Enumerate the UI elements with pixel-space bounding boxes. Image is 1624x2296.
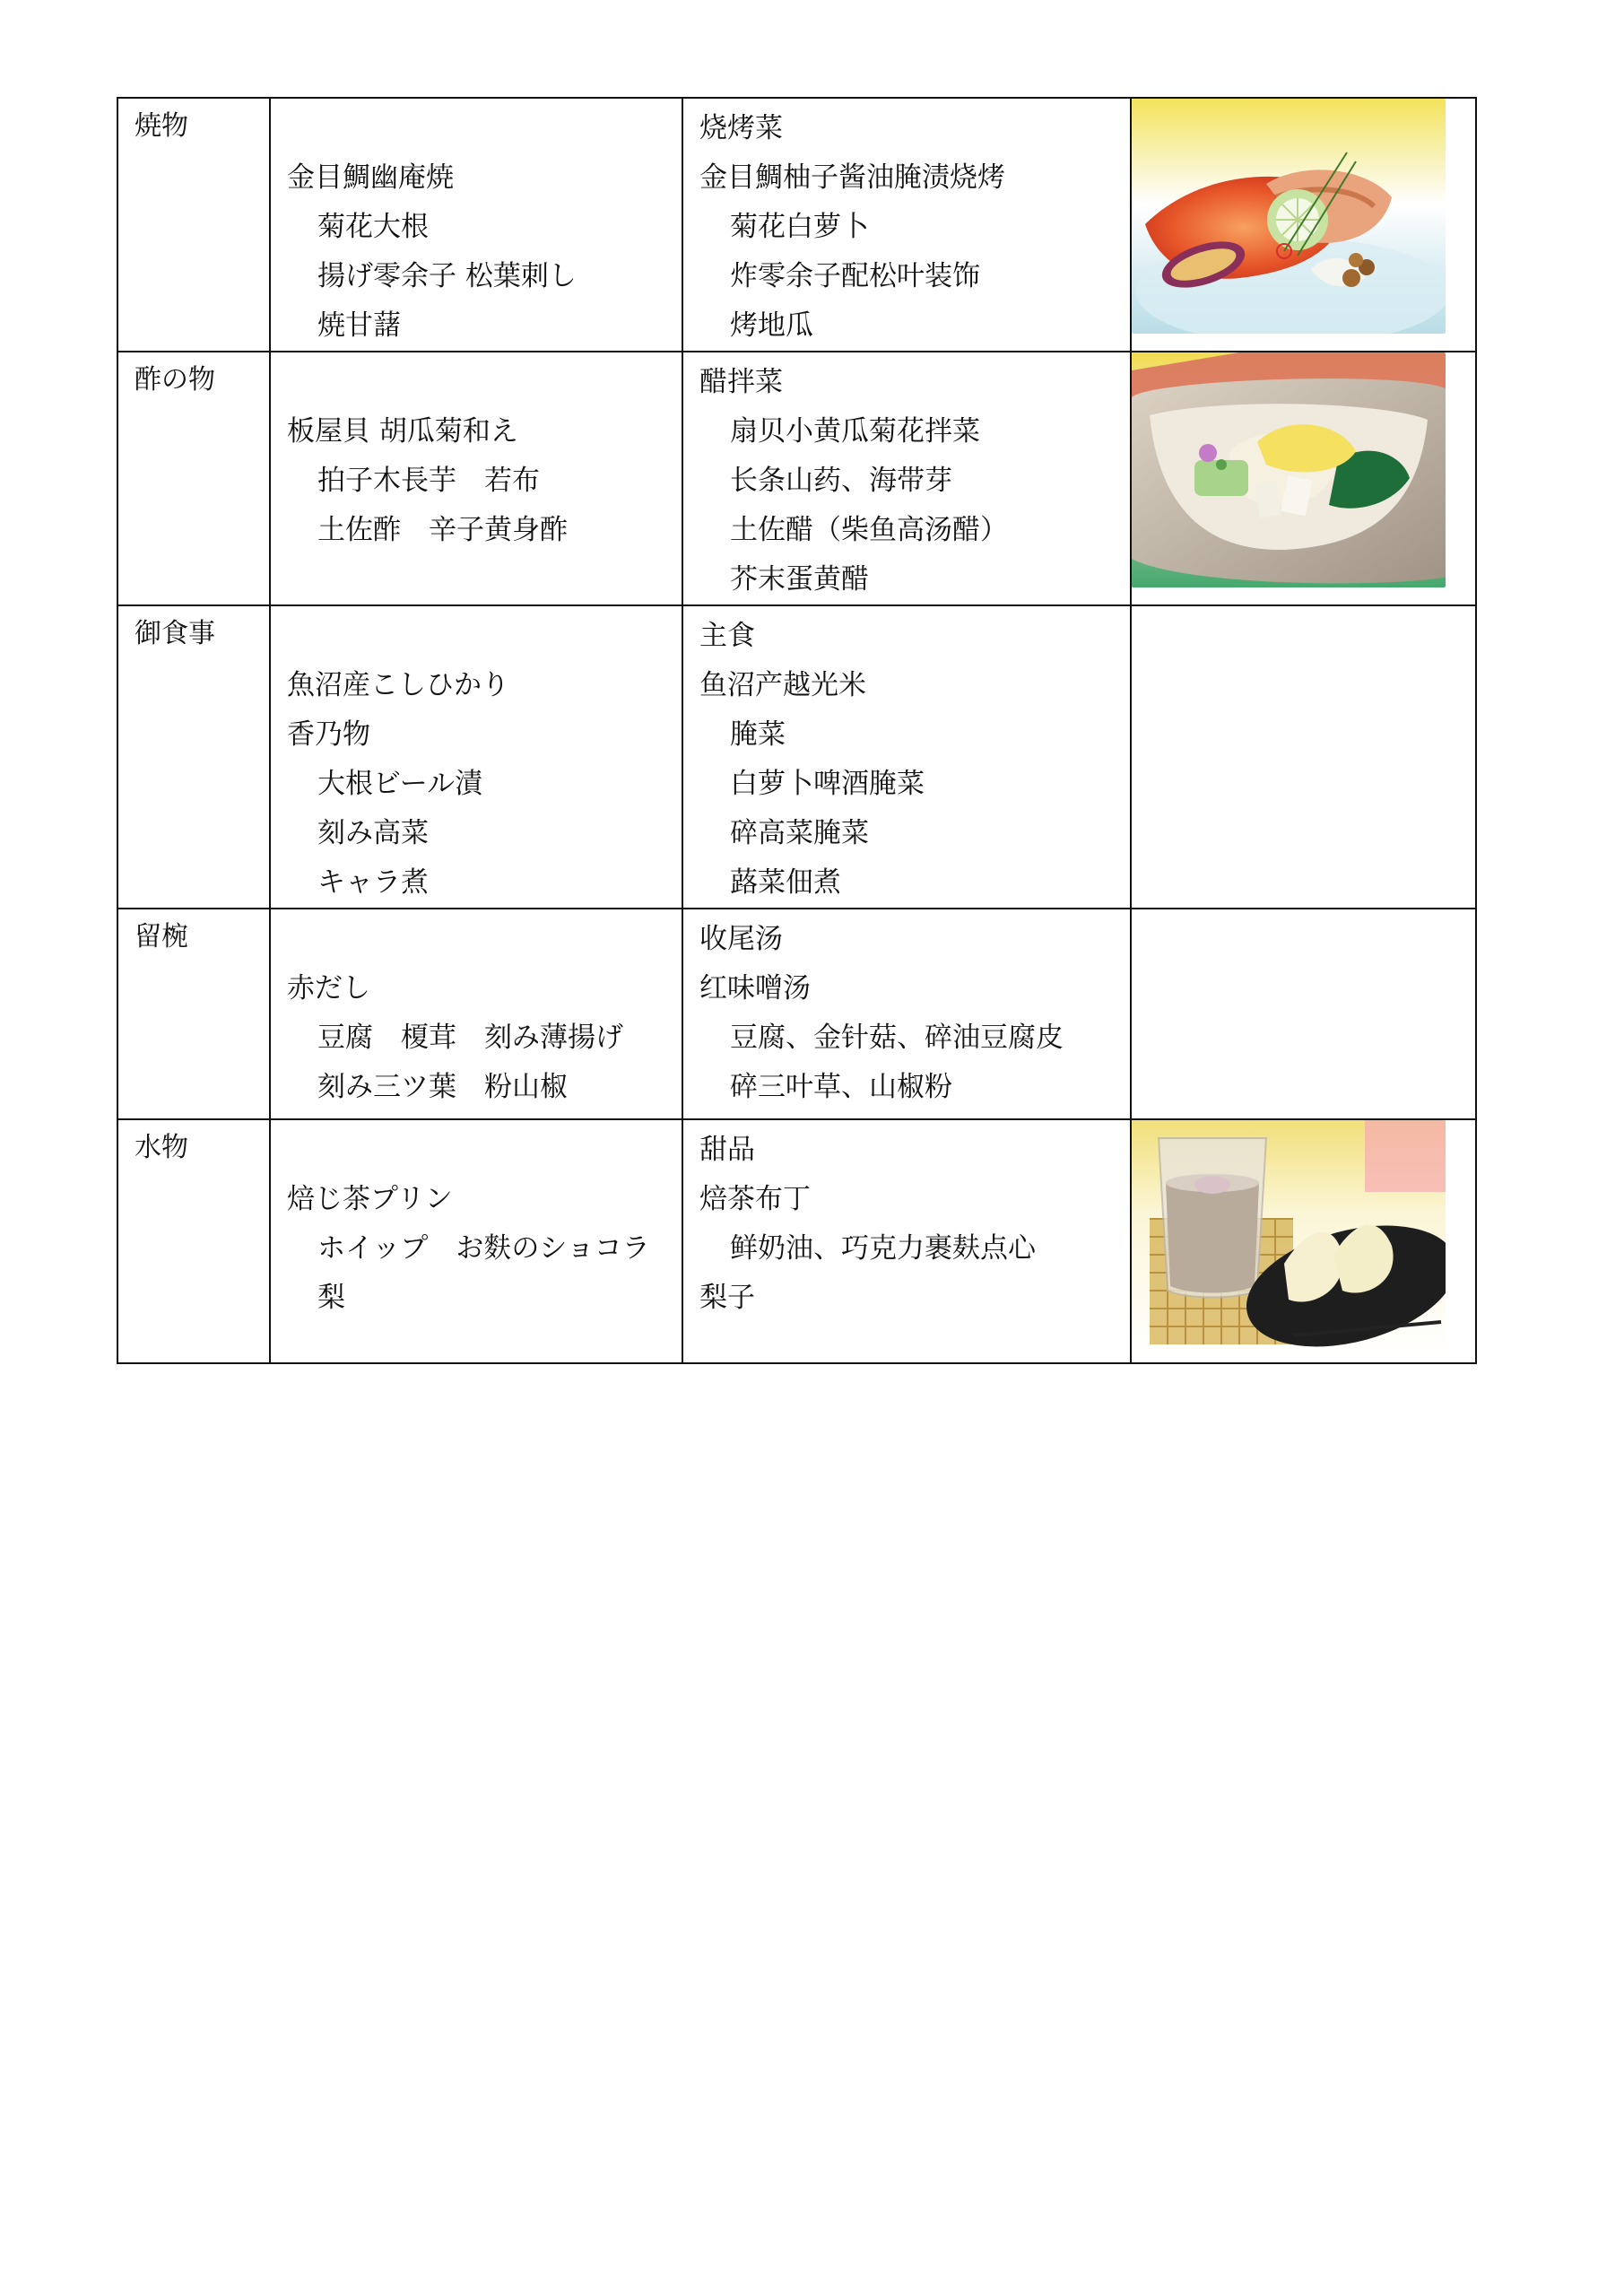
chinese-dish-line: 鲜奶油、巧克力裹麸点心 [730,1232,1036,1265]
course-name: 酢の物 [135,364,215,396]
chinese-dish-cell [682,352,1131,605]
japanese-dish-line: ホイップ お麩のショコラ [317,1232,650,1265]
chinese-dish-line: 甜品 [699,1134,755,1166]
course-row-dessert [117,1119,1476,1363]
japanese-dish-line: 刻み高菜 [317,817,429,849]
japanese-dish-line: 焼甘藷 [317,309,401,342]
japanese-dish-cell [270,605,682,909]
japanese-dish-line [287,1126,682,1175]
chinese-dish-line: 豆腐、金针菇、碎油豆腐皮 [730,1022,1064,1054]
course-name-cell [117,605,270,909]
dish-photo-cell [1131,352,1476,605]
course-name: 水物 [135,1132,188,1163]
chinese-dish-line: 蕗菜佃煮 [730,866,841,899]
menu-table [117,97,1477,1364]
japanese-dish-cell [270,352,682,605]
chinese-dish-line: 烧烤菜 [699,112,783,144]
course-name: 留椀 [135,921,188,952]
course-name: 御食事 [135,618,215,649]
chinese-dish-line: 长条山药、海带芽 [730,465,952,497]
chinese-dish-line: 炸零余子配松叶装饰 [730,260,980,292]
japanese-dish-cell [270,98,682,352]
japanese-dish-line: 豆腐 榎茸 刻み薄揚げ [317,1022,623,1054]
chinese-dish-line: 醋拌菜 [699,366,783,398]
japanese-dish-cell [270,1119,682,1363]
chinese-dish-line: 芥末蛋黄醋 [730,563,869,596]
chinese-dish-line: 鱼沼产越光米 [699,669,866,701]
japanese-dish-line [287,915,682,964]
japanese-dish-line [287,612,682,661]
chinese-dish-line: 扇贝小黄瓜菊花拌菜 [730,415,980,448]
course-name: 焼物 [135,110,188,142]
vinegared-dish-photo [1132,352,1446,587]
chinese-dish-cell [682,909,1131,1119]
japanese-dish-line [287,104,682,153]
chinese-dish-cell [682,605,1131,909]
dessert-photo [1132,1120,1446,1355]
japanese-dish-line: 金目鯛幽庵焼 [287,161,454,194]
japanese-dish-line: キャラ煮 [317,866,429,899]
japanese-dish-line: 魚沼産こしひかり [287,669,509,701]
japanese-dish-line [287,358,682,407]
japanese-dish-line: 香乃物 [287,718,370,751]
chinese-dish-line: 收尾汤 [699,923,783,955]
course-name-cell [117,98,270,352]
chinese-dish-line: 主食 [699,620,755,652]
course-row-grilled [117,98,1476,352]
dish-photo-cell [1131,98,1476,352]
course-name-cell [117,1119,270,1363]
japanese-dish-cell [270,909,682,1119]
chinese-dish-cell [682,1119,1131,1363]
course-row-soup [117,909,1476,1119]
japanese-dish-line: 赤だし [287,972,370,1004]
chinese-dish-line: 金目鯛柚子酱油腌渍烧烤 [699,161,1005,194]
course-row-rice [117,605,1476,909]
dish-photo-cell [1131,605,1476,909]
chinese-dish-line: 腌菜 [730,718,786,751]
chinese-dish-line: 白萝卜啤酒腌菜 [730,768,925,800]
grilled-fish-photo [1132,99,1446,334]
japanese-dish-line: 焙じ茶プリン [287,1183,453,1215]
chinese-dish-cell [682,98,1131,352]
chinese-dish-line: 菊花白萝卜 [730,211,869,243]
japanese-dish-line: 土佐酢 辛子黄身酢 [317,514,568,546]
menu-table-body [117,98,1476,1363]
japanese-dish-line: 梨 [317,1282,345,1314]
dish-photo-cell [1131,909,1476,1119]
course-name-cell [117,909,270,1119]
course-name-cell [117,352,270,605]
japanese-dish-line: 菊花大根 [317,211,429,243]
chinese-dish-line: 红味噌汤 [699,972,811,1004]
dish-photo-cell [1131,1119,1476,1363]
chinese-dish-line: 碎三叶草、山椒粉 [730,1071,952,1103]
japanese-dish-line: 揚げ零余子 松葉刺し [317,260,577,292]
japanese-dish-line: 拍子木長芋 若布 [317,465,540,497]
chinese-dish-line: 焙茶布丁 [699,1183,811,1215]
japanese-dish-line: 板屋貝 胡瓜菊和え [287,415,518,448]
course-row-vinegared [117,352,1476,605]
chinese-dish-line: 碎高菜腌菜 [730,817,869,849]
chinese-dish-line: 烤地瓜 [730,309,813,342]
japanese-dish-line: 刻み三ツ葉 粉山椒 [317,1071,568,1103]
chinese-dish-line: 梨子 [699,1282,755,1314]
japanese-dish-line: 大根ビール漬 [317,768,483,800]
chinese-dish-line: 土佐醋（柴鱼高汤醋） [730,514,1008,546]
